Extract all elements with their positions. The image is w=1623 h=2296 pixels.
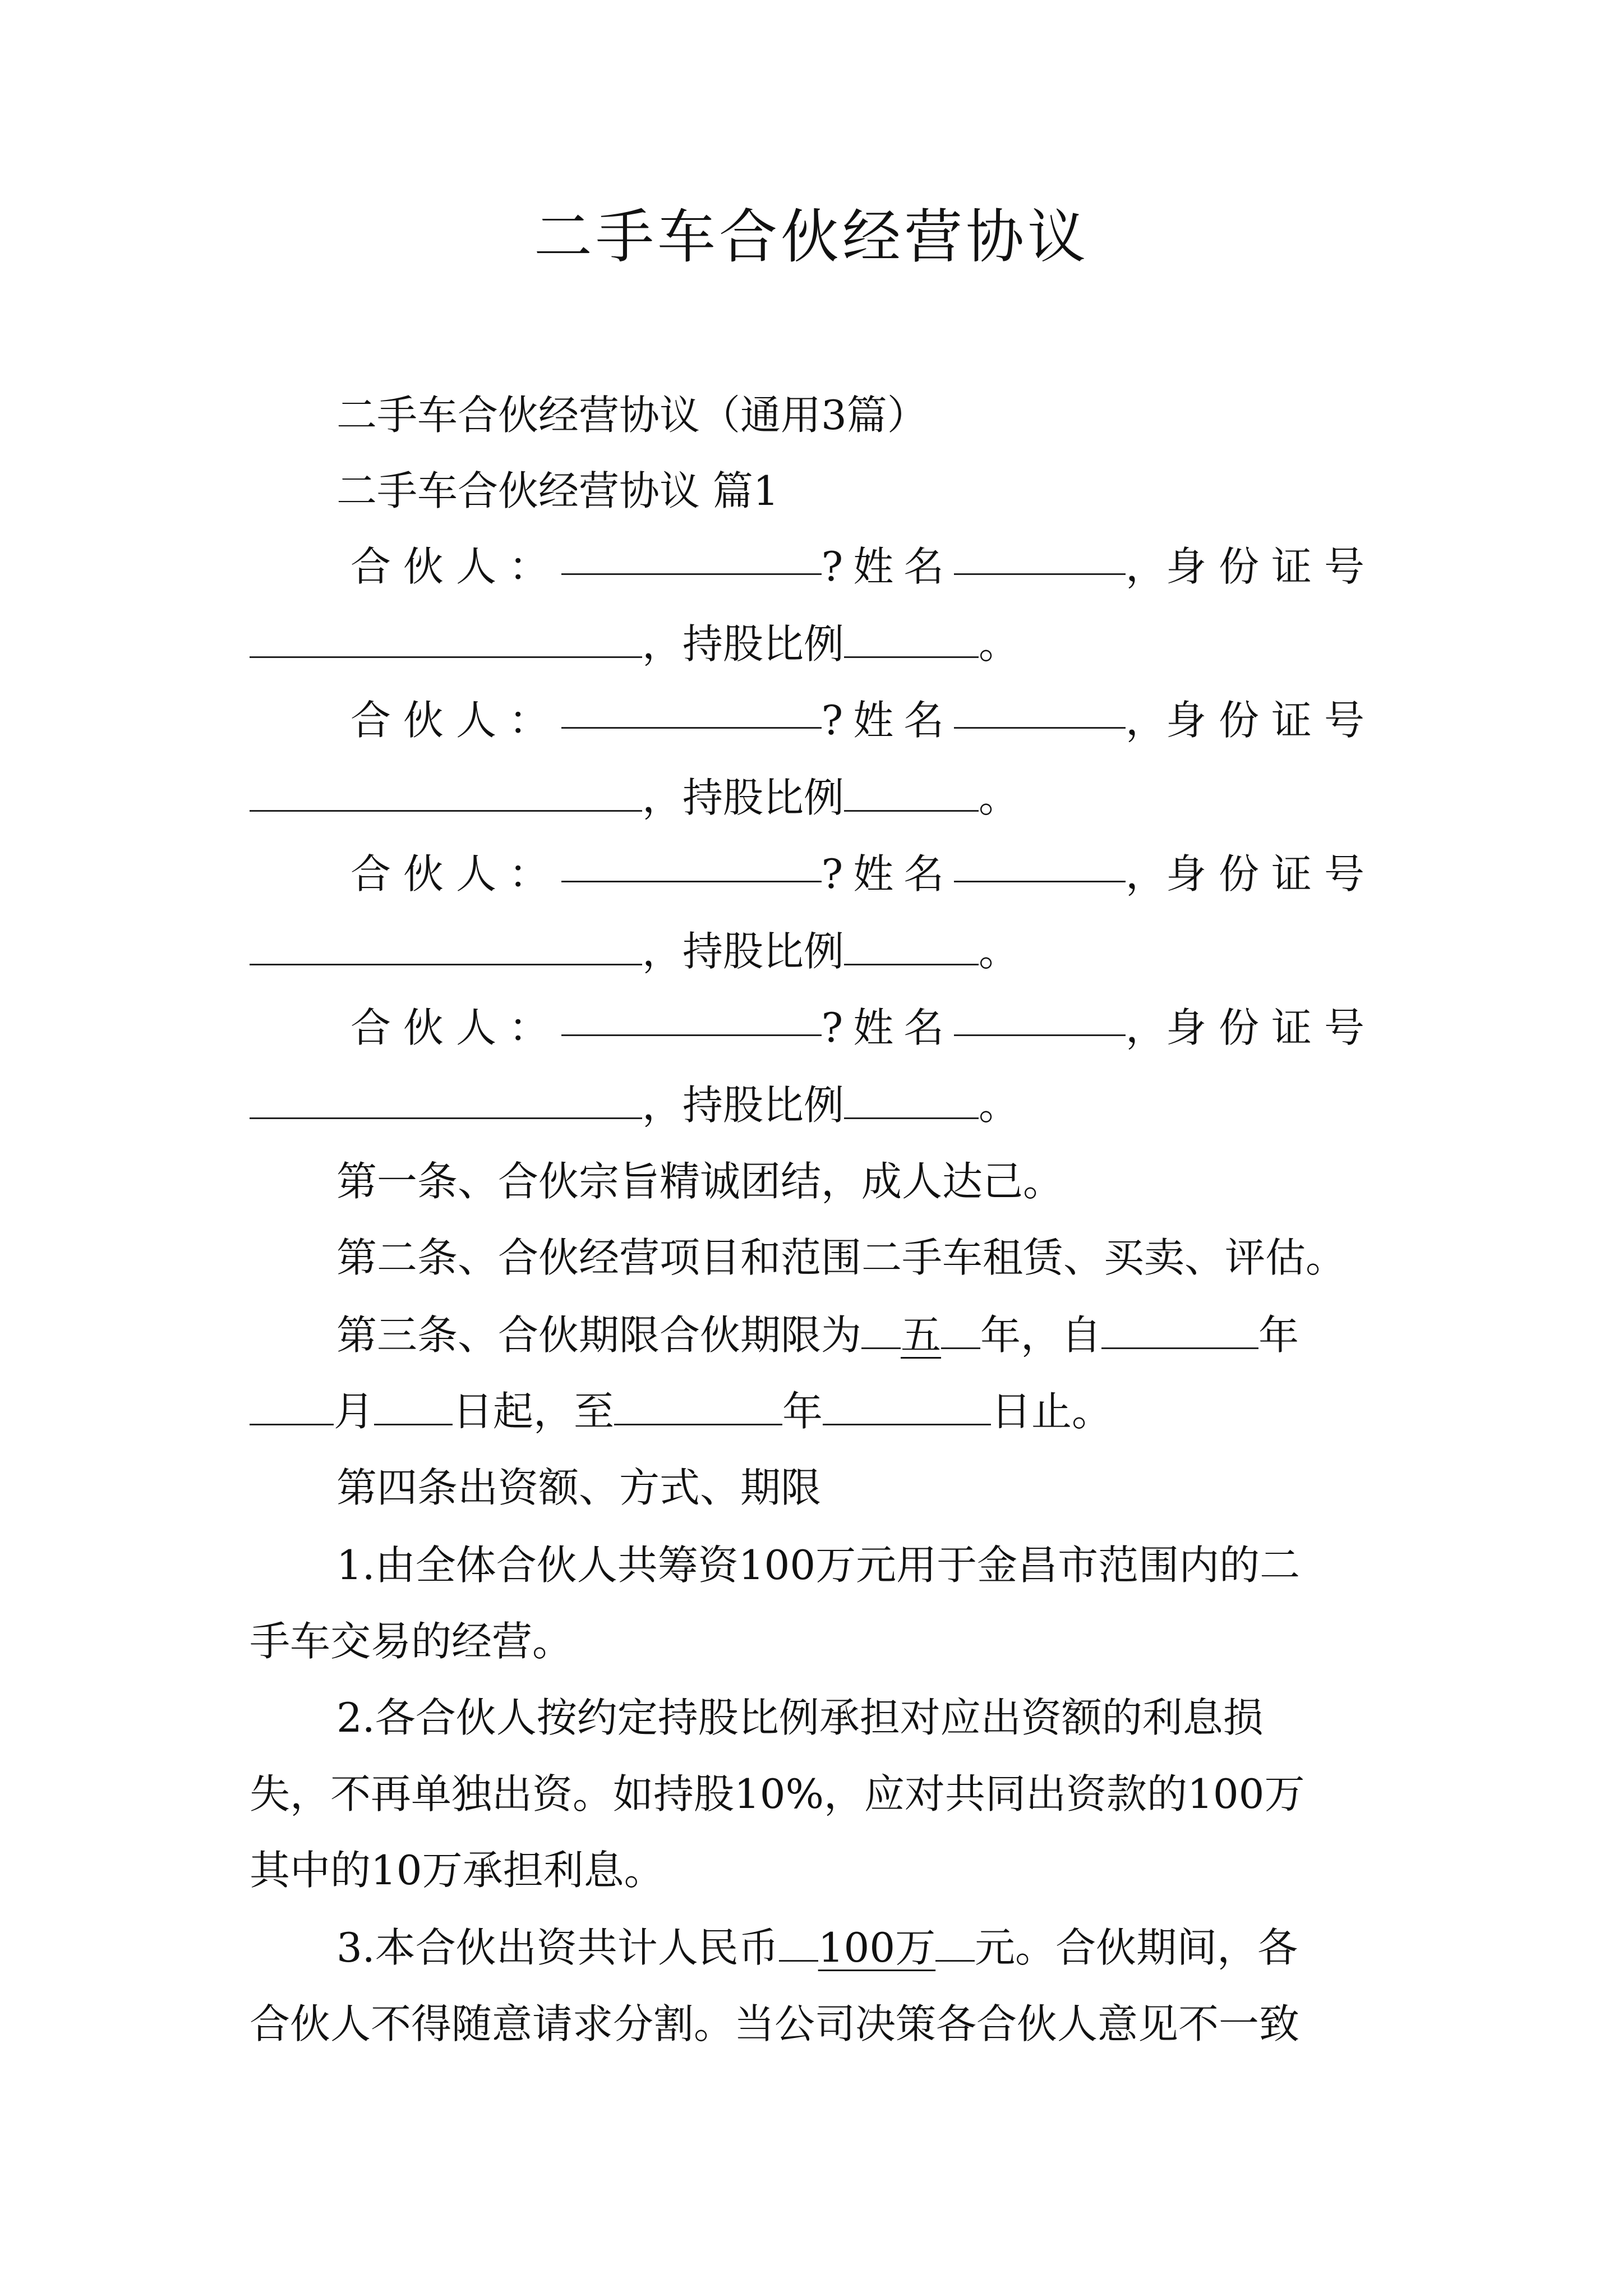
article-3-prefix: 第三条、合伙期限合伙期限为	[336, 1312, 862, 1359]
blank	[935, 1925, 975, 1962]
clause-1-line-2: 手车交易的经营。	[250, 1618, 573, 1665]
document-title: 二手车合伙经营协议	[533, 203, 1089, 271]
blank	[861, 1313, 901, 1349]
id-blank[interactable]	[250, 775, 642, 812]
end-day-label: 日止。	[991, 1388, 1113, 1435]
article-3	[336, 1307, 1299, 1363]
name-blank[interactable]	[954, 539, 1126, 575]
comma: ，	[1125, 543, 1166, 590]
id-label: 身份证号	[1165, 1004, 1377, 1051]
id-blank[interactable]	[250, 622, 642, 658]
article-2: 第二条、合伙经营项目和范围二手车租赁、买卖、评估。	[336, 1234, 1347, 1281]
total-amount: 100万	[818, 1924, 936, 1971]
year-label: 年	[1258, 1312, 1299, 1359]
subtitle: 二手车合伙经营协议（通用3篇）	[336, 392, 928, 439]
clause-3-prefix: 3.本合伙出资共计人民币	[336, 1924, 779, 1971]
article-4: 第四条出资额、方式、期限	[336, 1464, 822, 1511]
clause-2-line-3: 其中的10万承担利息。	[250, 1847, 665, 1894]
partner-line	[351, 692, 1377, 748]
share-line	[250, 770, 1019, 826]
partner-label: 合伙人：	[351, 543, 562, 590]
clause-3-line-2: 合伙人不得随意请求分割。当公司决策各合伙人意见不一致	[250, 2000, 1300, 2047]
partner-label: 合伙人：	[351, 850, 562, 898]
period: 。	[979, 620, 1020, 668]
comma: ，	[1125, 697, 1166, 744]
article-3-mid: 年，自	[980, 1312, 1102, 1359]
period: 。	[979, 1082, 1020, 1129]
name-blank[interactable]	[954, 1000, 1126, 1036]
comma: ，	[1125, 850, 1166, 898]
id-label: 身份证号	[1165, 697, 1377, 744]
share-blank[interactable]	[844, 929, 979, 965]
share-label: ，持股比例	[642, 928, 845, 975]
partner-line	[351, 539, 1377, 595]
period: 。	[979, 928, 1020, 975]
start-month-prefix-blank[interactable]	[250, 1389, 334, 1425]
partner-line	[351, 846, 1377, 902]
name-label: ?姓名	[821, 697, 955, 744]
end-year-blank[interactable]	[614, 1389, 782, 1425]
id-blank[interactable]	[250, 1083, 642, 1119]
start-year-blank[interactable]	[1101, 1313, 1258, 1349]
id-label: 身份证号	[1165, 543, 1377, 590]
name-label: ?姓名	[821, 1004, 955, 1051]
month-label: 月	[334, 1388, 375, 1435]
end-day-blank[interactable]	[823, 1389, 991, 1425]
partner-blank[interactable]	[561, 846, 822, 882]
period: 。	[979, 774, 1020, 821]
partner-blank[interactable]	[561, 539, 822, 575]
article-3-cont	[250, 1383, 1112, 1439]
partner-label: 合伙人：	[351, 697, 562, 744]
share-line	[250, 1077, 1019, 1133]
share-blank[interactable]	[844, 1083, 979, 1119]
share-blank[interactable]	[844, 775, 979, 812]
term-years: 五	[901, 1312, 942, 1359]
clause-2-line-1: 2.各合伙人按约定持股比例承担对应出资额的利息损	[336, 1694, 1264, 1741]
comma: ，	[1125, 1004, 1166, 1051]
partner-line	[351, 1000, 1377, 1056]
partner-blank[interactable]	[561, 692, 822, 729]
clause-3-suffix: 元。合伙期间，各	[975, 1924, 1298, 1971]
name-label: ?姓名	[821, 543, 955, 590]
article-1: 第一条、合伙宗旨精诚团结，成人达己。	[336, 1158, 1064, 1205]
clause-1-line-1: 1.由全体合伙人共筹资100万元用于金昌市范围内的二	[336, 1542, 1301, 1589]
share-blank[interactable]	[844, 622, 979, 658]
share-label: ，持股比例	[642, 774, 845, 821]
partner-blank[interactable]	[561, 1000, 822, 1036]
name-blank[interactable]	[954, 846, 1126, 882]
section-heading: 二手车合伙经营协议 篇1	[336, 467, 779, 514]
end-year-label: 年	[782, 1388, 823, 1435]
share-line	[250, 923, 1019, 979]
blank	[941, 1313, 980, 1349]
partner-label: 合伙人：	[351, 1004, 562, 1051]
name-blank[interactable]	[954, 692, 1126, 729]
start-day-blank[interactable]	[374, 1389, 453, 1425]
id-label: 身份证号	[1165, 850, 1377, 898]
blank	[779, 1925, 818, 1962]
name-label: ?姓名	[821, 850, 955, 898]
clause-3-line-1	[336, 1920, 1298, 1976]
id-blank[interactable]	[250, 929, 642, 965]
clause-2-line-2: 失，不再单独出资。如持股10%，应对共同出资款的100万	[250, 1770, 1305, 1818]
share-label: ，持股比例	[642, 1082, 845, 1129]
share-line	[250, 616, 1019, 672]
start-day-label: 日起，至	[453, 1388, 615, 1435]
share-label: ，持股比例	[642, 620, 845, 668]
